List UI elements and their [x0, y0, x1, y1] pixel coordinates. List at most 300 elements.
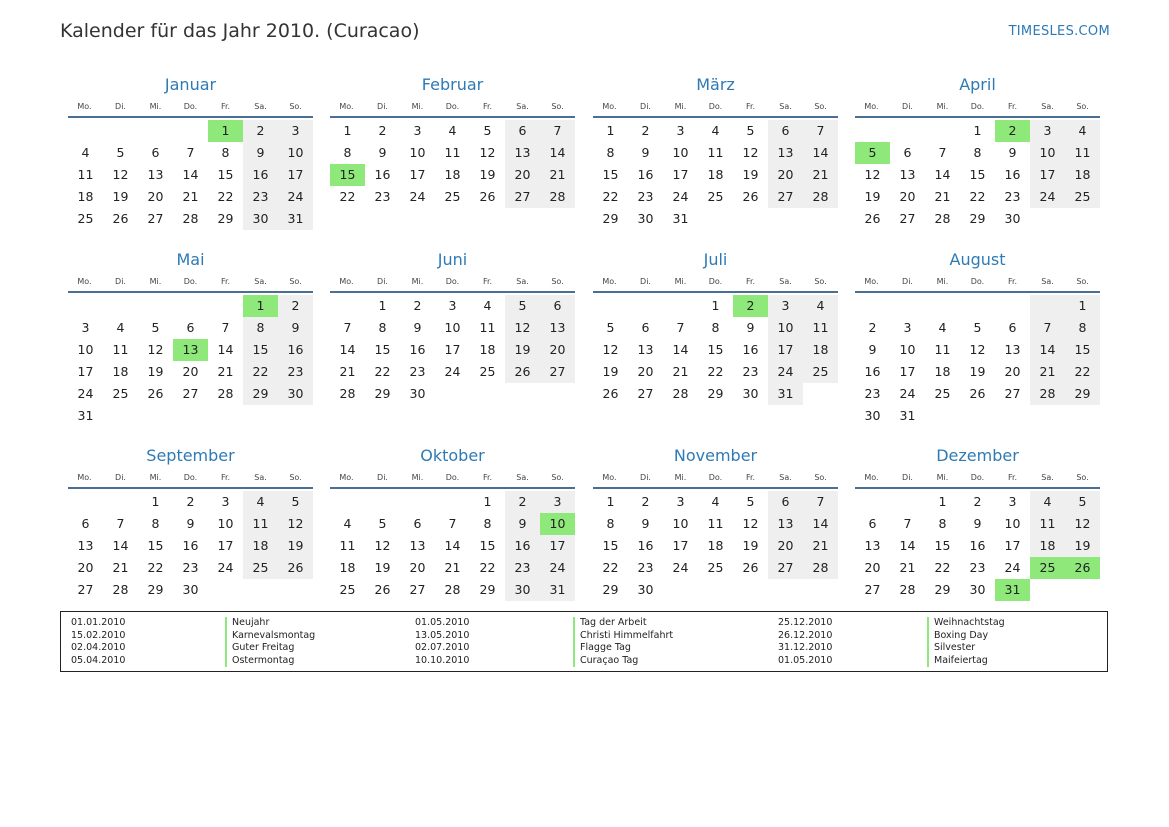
holiday-date-column: [415, 617, 469, 667]
day-cell: 2: [378, 123, 387, 138]
day-cell: 28: [803, 186, 838, 208]
day-cell: 28: [672, 386, 689, 401]
week-row: [68, 579, 313, 601]
day-cell: 18: [479, 342, 496, 357]
empty-day-cell: [278, 579, 313, 601]
day-cell: 22: [934, 560, 951, 575]
day-cell: 5: [483, 123, 492, 138]
day-cell: 25: [707, 560, 724, 575]
day-cell: 25: [112, 386, 129, 401]
day-cell: 31: [540, 579, 575, 601]
day-cell: 22: [969, 189, 986, 204]
day-cell: 27: [637, 386, 654, 401]
holiday-day-cell: 2: [733, 295, 768, 317]
day-cell: 10: [278, 142, 313, 164]
day-cell: 4: [938, 320, 947, 335]
day-cell: 11: [77, 167, 94, 182]
weekday-label: Do.: [970, 277, 985, 286]
week-row: [855, 535, 1100, 557]
month-12: [855, 445, 1100, 601]
day-cell: 14: [1030, 339, 1065, 361]
day-cell: 24: [278, 186, 313, 208]
day-cell: 10: [672, 516, 689, 531]
day-cell: 3: [221, 494, 230, 509]
day-cell: 16: [742, 342, 759, 357]
day-cell: 13: [147, 167, 164, 182]
week-row: [68, 164, 313, 186]
empty-day-cell: [68, 120, 103, 142]
week-row: [593, 579, 838, 601]
day-cell: 1: [606, 494, 615, 509]
month-name: Dezember: [936, 446, 1019, 465]
weekday-label: Fr.: [482, 102, 493, 111]
empty-day-cell: [855, 120, 890, 142]
empty-day-cell: [208, 579, 243, 601]
weekday-label: So.: [814, 473, 827, 482]
month-6: [330, 249, 575, 405]
day-cell: 21: [803, 535, 838, 557]
week-row: [330, 361, 575, 383]
week-row: [593, 142, 838, 164]
empty-day-cell: [330, 491, 365, 513]
holiday-name: Tag der Arbeit: [573, 617, 673, 630]
holiday-date: 02.07.2010: [415, 642, 470, 653]
empty-day-cell: [925, 120, 960, 142]
empty-day-cell: [698, 208, 733, 230]
weekday-header: [855, 469, 1100, 489]
day-cell: 31: [899, 408, 916, 423]
day-cell: 16: [864, 364, 881, 379]
day-cell: 20: [864, 560, 881, 575]
week-row: [593, 535, 838, 557]
weekday-label: Mi.: [149, 102, 162, 111]
day-cell: 25: [479, 364, 496, 379]
day-cell: 7: [938, 145, 947, 160]
empty-day-cell: [733, 208, 768, 230]
day-cell: 19: [742, 538, 759, 553]
day-cell: 30: [969, 582, 986, 597]
empty-day-cell: [890, 491, 925, 513]
day-cell: 14: [112, 538, 129, 553]
week-row: [593, 513, 838, 535]
day-cell: 10: [77, 342, 94, 357]
day-cell: 1: [483, 494, 492, 509]
day-cell: 11: [444, 145, 461, 160]
week-row: [855, 208, 1100, 230]
day-cell: 28: [217, 386, 234, 401]
empty-day-cell: [803, 383, 838, 405]
day-cell: 25: [707, 189, 724, 204]
day-cell: 6: [868, 516, 877, 531]
day-cell: 19: [864, 189, 881, 204]
empty-day-cell: [540, 383, 575, 405]
day-cell: 16: [969, 538, 986, 553]
day-cell: 27: [409, 582, 426, 597]
weekday-label: So.: [1076, 473, 1089, 482]
day-cell: 18: [339, 560, 356, 575]
day-cell: 23: [742, 364, 759, 379]
day-cell: 15: [147, 538, 164, 553]
weekday-label: So.: [551, 473, 564, 482]
empty-day-cell: [173, 295, 208, 317]
day-cell: 30: [182, 582, 199, 597]
weekday-label: Do.: [708, 102, 723, 111]
holiday-name: Maifeiertag: [927, 655, 1005, 668]
day-cell: 19: [602, 364, 619, 379]
week-row: [855, 557, 1100, 579]
weekday-label: Di.: [902, 277, 913, 286]
day-cell: 8: [1065, 317, 1100, 339]
calendar-grid: [68, 74, 1102, 610]
day-cell: 23: [637, 560, 654, 575]
holiday-date-column: [778, 617, 832, 667]
day-cell: 17: [768, 339, 803, 361]
day-cell: 19: [374, 560, 391, 575]
month-name: Februar: [421, 75, 484, 94]
month-9: [68, 445, 313, 601]
day-cell: 26: [969, 386, 986, 401]
weekday-label: Mi.: [411, 473, 424, 482]
day-cell: 29: [1065, 383, 1100, 405]
day-cell: 20: [147, 189, 164, 204]
holiday-name: Guter Freitag: [225, 642, 315, 655]
day-cell: 27: [540, 361, 575, 383]
day-cell: 12: [147, 342, 164, 357]
empty-day-cell: [803, 208, 838, 230]
day-cell: 23: [969, 560, 986, 575]
weekday-label: Mo.: [339, 473, 354, 482]
week-row: [68, 142, 313, 164]
day-cell: 4: [116, 320, 125, 335]
day-cell: 29: [602, 211, 619, 226]
day-cell: 30: [243, 208, 278, 230]
day-cell: 18: [77, 189, 94, 204]
day-cell: 19: [112, 189, 129, 204]
day-cell: 7: [343, 320, 352, 335]
day-cell: 2: [973, 494, 982, 509]
week-row: [330, 317, 575, 339]
day-cell: 7: [116, 516, 125, 531]
month-10: [330, 445, 575, 601]
day-cell: 26: [864, 211, 881, 226]
day-cell: 12: [278, 513, 313, 535]
week-row: [68, 317, 313, 339]
day-cell: 21: [672, 364, 689, 379]
day-cell: 23: [864, 386, 881, 401]
day-cell: 18: [444, 167, 461, 182]
day-cell: 10: [672, 145, 689, 160]
day-cell: 6: [903, 145, 912, 160]
day-cell: 24: [1004, 560, 1021, 575]
weekday-label: Di.: [115, 102, 126, 111]
day-cell: 27: [147, 211, 164, 226]
weekday-label: Fr.: [745, 102, 756, 111]
weekday-label: Mo.: [602, 473, 617, 482]
day-cell: 5: [378, 516, 387, 531]
holiday-day-cell: 10: [540, 513, 575, 535]
week-row: [68, 535, 313, 557]
weekday-label: Sa.: [254, 102, 267, 111]
day-cell: 12: [742, 516, 759, 531]
weekday-label: Mo.: [864, 102, 879, 111]
day-cell: 27: [768, 186, 803, 208]
day-cell: 8: [151, 516, 160, 531]
week-row: [855, 383, 1100, 405]
day-cell: 24: [1030, 186, 1065, 208]
weekday-label: Mo.: [339, 102, 354, 111]
week-row: [855, 186, 1100, 208]
day-cell: 26: [479, 189, 496, 204]
holiday-name: Weihnachtstag: [927, 617, 1005, 630]
weekday-label: Fr.: [1007, 473, 1018, 482]
day-cell: 15: [479, 538, 496, 553]
month-name: April: [959, 75, 996, 94]
day-cell: 23: [1004, 189, 1021, 204]
day-cell: 4: [1030, 491, 1065, 513]
empty-day-cell: [470, 383, 505, 405]
day-cell: 9: [1008, 145, 1017, 160]
holiday-name: Curaçao Tag: [573, 655, 673, 668]
week-row: [593, 317, 838, 339]
site-link[interactable]: TIMESLES.COM: [1008, 24, 1110, 39]
day-cell: 19: [969, 364, 986, 379]
day-cell: 12: [374, 538, 391, 553]
day-cell: 6: [413, 516, 422, 531]
weekday-header: [855, 98, 1100, 118]
day-cell: 28: [803, 557, 838, 579]
day-cell: 3: [413, 123, 422, 138]
week-row: [330, 186, 575, 208]
day-cell: 14: [339, 342, 356, 357]
day-cell: 22: [374, 364, 391, 379]
day-cell: 1: [711, 298, 720, 313]
empty-day-cell: [68, 491, 103, 513]
day-cell: 4: [711, 123, 720, 138]
day-cell: 18: [112, 364, 129, 379]
weekday-label: Do.: [183, 473, 198, 482]
day-cell: 25: [339, 582, 356, 597]
day-cell: 5: [116, 145, 125, 160]
day-cell: 12: [1065, 513, 1100, 535]
day-cell: 27: [1004, 386, 1021, 401]
day-cell: 8: [938, 516, 947, 531]
day-cell: 16: [637, 538, 654, 553]
day-cell: 9: [413, 320, 422, 335]
week-row: [593, 164, 838, 186]
day-cell: 26: [112, 211, 129, 226]
day-cell: 27: [77, 582, 94, 597]
day-cell: 28: [540, 186, 575, 208]
day-cell: 21: [934, 189, 951, 204]
day-cell: 23: [182, 560, 199, 575]
day-cell: 28: [444, 582, 461, 597]
holiday-name: Christi Himmelfahrt: [573, 630, 673, 643]
day-cell: 1: [343, 123, 352, 138]
week-row: [593, 208, 838, 230]
day-cell: 1: [973, 123, 982, 138]
day-cell: 17: [540, 535, 575, 557]
weekday-label: So.: [289, 473, 302, 482]
empty-day-cell: [173, 120, 208, 142]
day-cell: 29: [243, 383, 278, 405]
day-cell: 14: [803, 513, 838, 535]
day-cell: 1: [1065, 295, 1100, 317]
day-cell: 24: [444, 364, 461, 379]
empty-day-cell: [1030, 208, 1065, 230]
week-row: [330, 579, 575, 601]
empty-day-cell: [768, 579, 803, 601]
day-cell: 24: [77, 386, 94, 401]
weekday-header: [593, 469, 838, 489]
empty-day-cell: [103, 295, 138, 317]
week-row: [593, 491, 838, 513]
empty-day-cell: [960, 295, 995, 317]
week-row: [68, 295, 313, 317]
weekday-header: [330, 273, 575, 293]
empty-day-cell: [593, 295, 628, 317]
day-cell: 18: [1030, 535, 1065, 557]
day-cell: 2: [641, 494, 650, 509]
holiday-day-cell: 26: [1065, 557, 1100, 579]
week-row: [330, 513, 575, 535]
holiday-name: Silvester: [927, 642, 1005, 655]
month-name: September: [146, 446, 235, 465]
weekday-label: Sa.: [779, 473, 792, 482]
day-cell: 5: [746, 123, 755, 138]
day-cell: 3: [903, 320, 912, 335]
day-cell: 7: [221, 320, 230, 335]
week-row: [68, 513, 313, 535]
day-cell: 6: [81, 516, 90, 531]
day-cell: 23: [374, 189, 391, 204]
day-cell: 14: [182, 167, 199, 182]
holiday-name: Karnevalsmontag: [225, 630, 315, 643]
empty-day-cell: [400, 491, 435, 513]
week-row: [330, 295, 575, 317]
day-cell: 1: [606, 123, 615, 138]
week-row: [330, 120, 575, 142]
day-cell: 27: [864, 582, 881, 597]
empty-day-cell: [855, 295, 890, 317]
day-cell: 30: [1004, 211, 1021, 226]
empty-day-cell: [365, 491, 400, 513]
day-cell: 13: [505, 142, 540, 164]
week-row: [330, 491, 575, 513]
week-row: [593, 186, 838, 208]
weekday-label: Mi.: [674, 277, 687, 286]
day-cell: 17: [217, 538, 234, 553]
day-cell: 12: [742, 145, 759, 160]
week-row: [593, 120, 838, 142]
weekday-header: [593, 273, 838, 293]
day-cell: 19: [1065, 535, 1100, 557]
empty-day-cell: [435, 491, 470, 513]
empty-day-cell: [138, 405, 173, 427]
day-cell: 25: [1065, 186, 1100, 208]
day-cell: 7: [676, 320, 685, 335]
day-cell: 17: [1004, 538, 1021, 553]
day-cell: 14: [899, 538, 916, 553]
day-cell: 16: [182, 538, 199, 553]
weekday-header: [330, 98, 575, 118]
day-cell: 2: [868, 320, 877, 335]
weekday-label: Sa.: [1041, 473, 1054, 482]
weekday-label: Do.: [708, 473, 723, 482]
day-cell: 25: [77, 211, 94, 226]
empty-day-cell: [138, 295, 173, 317]
day-cell: 4: [243, 491, 278, 513]
day-cell: 12: [479, 145, 496, 160]
day-cell: 6: [505, 120, 540, 142]
weekday-label: Di.: [377, 102, 388, 111]
weekday-header: [330, 469, 575, 489]
day-cell: 9: [868, 342, 877, 357]
day-cell: 8: [221, 145, 230, 160]
day-cell: 3: [676, 123, 685, 138]
day-cell: 14: [444, 538, 461, 553]
week-row: [593, 383, 838, 405]
day-cell: 20: [182, 364, 199, 379]
day-cell: 30: [742, 386, 759, 401]
day-cell: 10: [899, 342, 916, 357]
day-cell: 16: [1004, 167, 1021, 182]
day-cell: 20: [505, 164, 540, 186]
day-cell: 16: [374, 167, 391, 182]
week-row: [855, 120, 1100, 142]
day-cell: 21: [540, 164, 575, 186]
day-cell: 9: [243, 142, 278, 164]
week-row: [68, 186, 313, 208]
day-cell: 31: [77, 408, 94, 423]
weekday-label: Sa.: [1041, 277, 1054, 286]
holiday-date: 01.05.2010: [415, 617, 470, 628]
day-cell: 28: [1030, 383, 1065, 405]
day-cell: 17: [409, 167, 426, 182]
day-cell: 21: [339, 364, 356, 379]
weekday-label: So.: [814, 277, 827, 286]
empty-day-cell: [925, 405, 960, 427]
weekday-label: So.: [551, 102, 564, 111]
day-cell: 23: [278, 361, 313, 383]
holiday-name: Neujahr: [225, 617, 315, 630]
day-cell: 28: [934, 211, 951, 226]
day-cell: 28: [182, 211, 199, 226]
month-8: [855, 249, 1100, 427]
day-cell: 13: [1004, 342, 1021, 357]
day-cell: 18: [803, 339, 838, 361]
day-cell: 10: [217, 516, 234, 531]
weekday-label: Fr.: [220, 102, 231, 111]
month-2: [330, 74, 575, 208]
day-cell: 19: [505, 339, 540, 361]
day-cell: 17: [672, 538, 689, 553]
day-cell: 11: [479, 320, 496, 335]
day-cell: 17: [444, 342, 461, 357]
day-cell: 13: [409, 538, 426, 553]
day-cell: 13: [768, 142, 803, 164]
day-cell: 20: [899, 189, 916, 204]
month-3: [593, 74, 838, 230]
week-row: [855, 164, 1100, 186]
day-cell: 22: [1065, 361, 1100, 383]
weekday-label: Di.: [640, 277, 651, 286]
day-cell: 9: [278, 317, 313, 339]
day-cell: 15: [217, 167, 234, 182]
day-cell: 13: [77, 538, 94, 553]
weekday-label: Fr.: [482, 277, 493, 286]
day-cell: 5: [278, 491, 313, 513]
day-cell: 31: [278, 208, 313, 230]
